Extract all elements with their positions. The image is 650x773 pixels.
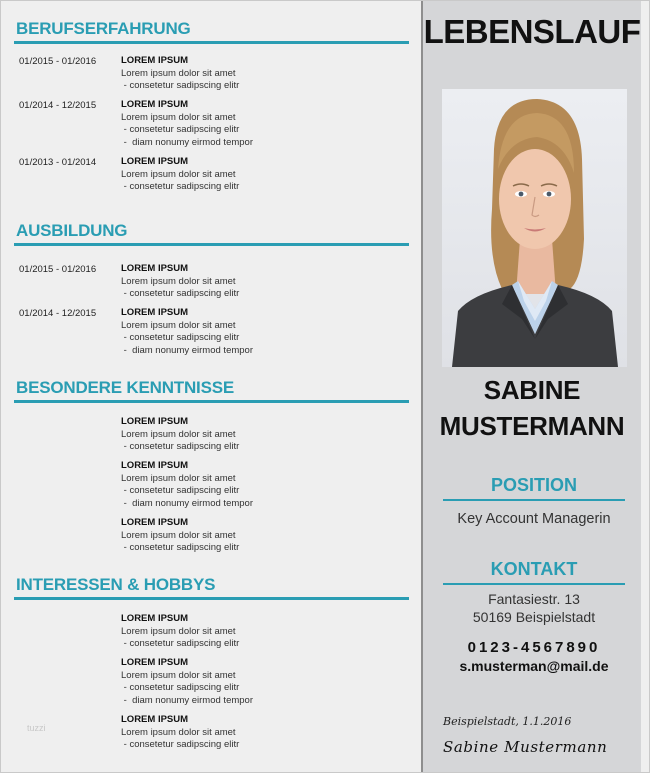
- entry-line: - consetetur sadipscing elitr: [121, 181, 240, 192]
- position-value: Key Account Managerin: [457, 511, 611, 527]
- entry-body: [121, 55, 401, 93]
- entry-line: - consetetur sadipscing elitr: [121, 542, 240, 553]
- entry-line: - diam nonumy eirmod tempor: [121, 694, 253, 706]
- entry-title: LOREM IPSUM: [121, 99, 189, 110]
- section-title: BESONDERE KENNTNISSE: [14, 378, 409, 403]
- entry-line: - consetetur sadipscing elitr: [121, 288, 240, 299]
- entry-line: - diam nonumy eirmod tempor: [121, 497, 253, 509]
- contact-label: KONTAKT: [443, 559, 625, 585]
- signature: Sabine Mustermann: [443, 738, 608, 756]
- contact-phone: 0123-4567890: [467, 639, 601, 656]
- section-education: [14, 221, 409, 246]
- entry-body: [121, 613, 401, 651]
- entry-title: LOREM IPSUM: [121, 517, 189, 528]
- entry-line: Lorem ipsum dolor sit amet: [121, 168, 236, 180]
- entry-line: Lorem ipsum dolor sit amet: [121, 275, 236, 287]
- entry-body: [121, 517, 401, 555]
- contact-section: [443, 559, 625, 674]
- entry-line: Lorem ipsum dolor sit amet: [121, 472, 236, 484]
- watermark: tuzzi: [27, 723, 46, 733]
- section-title: AUSBILDUNG: [14, 221, 409, 246]
- entry-title: LOREM IPSUM: [121, 55, 189, 66]
- entry-date: 01/2015 - 01/2016: [19, 264, 97, 275]
- section-title: INTERESSEN & HOBBYS: [14, 575, 409, 600]
- entry-title: LOREM IPSUM: [121, 416, 189, 427]
- entry-title: LOREM IPSUM: [121, 460, 189, 471]
- position-label: POSITION: [443, 475, 625, 501]
- entry-line: - diam nonumy eirmod tempor: [121, 344, 253, 356]
- first-name: SABINE: [483, 375, 581, 405]
- contact-street: Fantasiestr. 13: [488, 591, 580, 607]
- entry-line: Lorem ipsum dolor sit amet: [121, 319, 236, 331]
- entry-body: [121, 156, 401, 194]
- entry-date: 01/2014 - 12/2015: [19, 308, 97, 319]
- entry-line: - consetetur sadipscing elitr: [121, 80, 240, 91]
- entry-title: LOREM IPSUM: [121, 657, 189, 668]
- entry-body: [121, 263, 401, 301]
- entry-line: - diam nonumy eirmod tempor: [121, 136, 253, 148]
- portrait-photo-icon: [442, 89, 627, 367]
- entry-title: LOREM IPSUM: [121, 307, 189, 318]
- entry-line: - consetetur sadipscing elitr: [121, 485, 240, 496]
- entry-line: - consetetur sadipscing elitr: [121, 739, 240, 750]
- contact-email: s.musterman@mail.de: [459, 658, 609, 674]
- sidebar: [421, 1, 641, 772]
- entry-line: Lorem ipsum dolor sit amet: [121, 625, 236, 637]
- entry-date: 01/2013 - 01/2014: [19, 157, 97, 168]
- entry-body: [121, 657, 401, 707]
- main-column: [1, 1, 419, 772]
- entry-line: - consetetur sadipscing elitr: [121, 441, 240, 452]
- entry-line: Lorem ipsum dolor sit amet: [121, 726, 236, 738]
- entry-line: Lorem ipsum dolor sit amet: [121, 67, 236, 79]
- entry-body: [121, 307, 401, 357]
- entry-line: - consetetur sadipscing elitr: [121, 332, 240, 343]
- entry-date: 01/2014 - 12/2015: [19, 100, 97, 111]
- cv-heading: LEBENSLAUF: [423, 13, 641, 50]
- entry-line: Lorem ipsum dolor sit amet: [121, 669, 236, 681]
- last-name: MUSTERMANN: [439, 411, 625, 441]
- entry-line: - consetetur sadipscing elitr: [121, 638, 240, 649]
- entry-line: - consetetur sadipscing elitr: [121, 124, 240, 135]
- entry-line: Lorem ipsum dolor sit amet: [121, 111, 236, 123]
- entry-line: Lorem ipsum dolor sit amet: [121, 428, 236, 440]
- section-title: BERUFSERFAHRUNG: [14, 19, 409, 44]
- entry-title: LOREM IPSUM: [121, 156, 189, 167]
- entry-body: [121, 416, 401, 454]
- entry-title: LOREM IPSUM: [121, 714, 189, 725]
- place-date: Beispielstadt, 1.1.2016: [443, 715, 572, 728]
- section-hobbies: [14, 575, 409, 600]
- entry-body: [121, 460, 401, 510]
- position-section: [443, 475, 625, 527]
- entry-line: Lorem ipsum dolor sit amet: [121, 529, 236, 541]
- section-experience: [14, 19, 409, 44]
- entry-date: 01/2015 - 01/2016: [19, 56, 97, 67]
- entry-line: - consetetur sadipscing elitr: [121, 682, 240, 693]
- entry-title: LOREM IPSUM: [121, 263, 189, 274]
- section-skills: [14, 378, 409, 403]
- entry-body: [121, 714, 401, 752]
- entry-title: LOREM IPSUM: [121, 613, 189, 624]
- entry-body: [121, 99, 401, 149]
- contact-city: 50169 Beispielstadt: [472, 609, 596, 625]
- portrait-photo: [442, 89, 627, 367]
